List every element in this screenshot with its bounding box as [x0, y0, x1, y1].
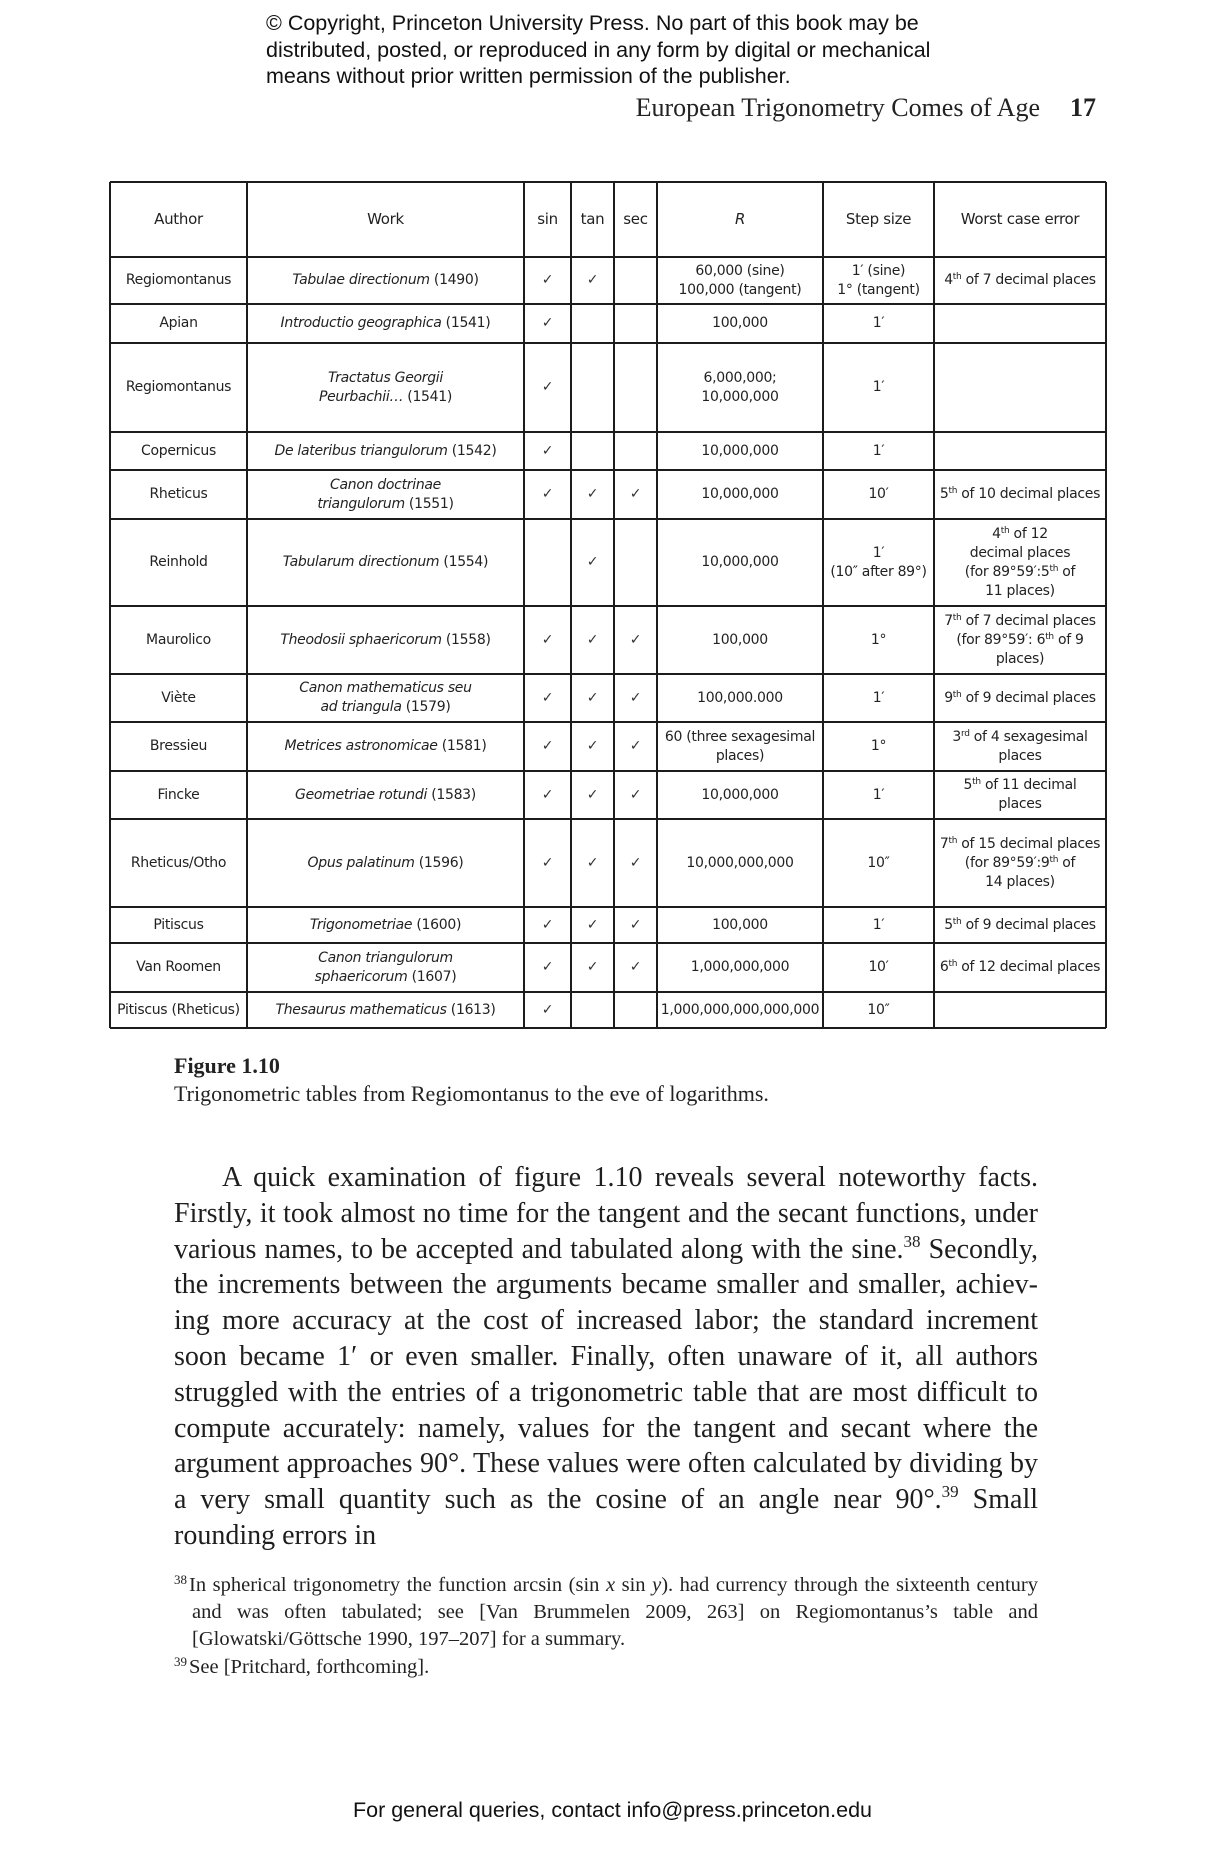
- author-cell: [110, 722, 247, 771]
- page-footer: For general queries, contact info@press.princeton.edu: [352, 1798, 872, 1822]
- worst-case-error-cell: [934, 470, 1106, 519]
- sin-cell: [524, 304, 571, 343]
- work-year: (1579): [401, 699, 451, 715]
- work-text: [317, 476, 453, 514]
- work-year: (1581): [437, 738, 487, 754]
- sec-cell: [614, 674, 657, 722]
- work-cell: [247, 519, 524, 606]
- sin-cell: [524, 819, 571, 907]
- header-work: [247, 182, 524, 257]
- footnote-38: $^{38}$In spherical trigonometry the function arcsin (sin x sin y). had currency through the sixteenth century and was often tabulated; see [Van Brummelen 2009, 263] on Regiomontanus’s table and [Glowatski/Göttsche 1990, 197–207] for a summary.: [174, 1572, 1038, 1651]
- work-title: Introductio geographica: [280, 315, 442, 331]
- work-year: (1558): [441, 631, 491, 648]
- sec-cell: [614, 432, 657, 470]
- r-value-cell: [657, 943, 823, 992]
- sin-cell: [524, 432, 571, 470]
- author-name: Regiomontanus: [125, 379, 232, 395]
- work-title: Canon mathematicus seu: [299, 680, 472, 696]
- worst-case-error-cell: [934, 606, 1106, 674]
- header-worst-case-error: [934, 182, 1106, 257]
- work-title: Theodosii sphaericorum: [280, 631, 442, 648]
- r-value: 100,000: [712, 315, 768, 331]
- work-cell: [247, 606, 524, 674]
- header-sin: [524, 182, 571, 257]
- step-size-cell: [823, 606, 934, 674]
- step-size-cell: [823, 722, 934, 771]
- checkmark-icon: ✓: [541, 689, 554, 706]
- work-cell: [247, 907, 524, 943]
- r-value-cell: [657, 304, 823, 343]
- work-title-cont: triangulorum: [317, 495, 405, 512]
- step-size-cell: [823, 943, 934, 992]
- work-cell: [247, 470, 524, 519]
- work-cell: [247, 819, 524, 907]
- author-cell: [110, 771, 247, 819]
- checkmark-icon: ✓: [586, 631, 599, 648]
- header-author: [110, 182, 247, 257]
- sec-cell: [614, 992, 657, 1028]
- sec-cell: [614, 470, 657, 519]
- header-sec: [614, 182, 657, 257]
- step-size: 1′: [872, 315, 885, 331]
- r-value-cell: [657, 432, 823, 470]
- checkmark-icon: ✓: [629, 738, 642, 754]
- work-title: Opus palatinum: [307, 854, 415, 871]
- sin-cell: [524, 943, 571, 992]
- author-cell: [110, 907, 247, 943]
- worst-case-error-cell: [934, 907, 1106, 943]
- r-value-cell: [657, 470, 823, 519]
- sin-cell: [524, 992, 571, 1028]
- figure-caption: [174, 1052, 1074, 1108]
- step-size-cell: [823, 257, 934, 304]
- author-name: Reinhold: [149, 554, 208, 570]
- checkmark-icon: ✓: [541, 738, 554, 754]
- column-header-label: Worst case error: [960, 210, 1080, 228]
- footnote-39: $^{39}$See [Pritchard, forthcoming].: [174, 1653, 430, 1678]
- sec-cell: [614, 722, 657, 771]
- checkmark-icon: ✓: [586, 554, 599, 570]
- sec-cell: [614, 257, 657, 304]
- worst-case-error: 9th of 9 decimal places: [944, 689, 1096, 706]
- r-value: 10,000,000: [701, 486, 779, 502]
- r-value: 100,000.000: [697, 689, 783, 706]
- work-text: [310, 916, 461, 935]
- step-size: 1′ (sine) 1° (tangent): [837, 262, 920, 298]
- checkmark-icon: ✓: [586, 916, 599, 933]
- author-name: Regiomontanus: [125, 272, 232, 288]
- work-title: Tabularum directionum: [282, 554, 440, 570]
- copyright-line: © Copyright, Princeton University Press. No part of this book may be: [266, 11, 919, 35]
- work-text: [295, 786, 476, 805]
- checkmark-icon: ✓: [541, 786, 554, 803]
- r-value: 100,000: [712, 916, 768, 933]
- sin-cell: [524, 606, 571, 674]
- footnote-ref: 38: [903, 1231, 921, 1251]
- footnotes: [174, 1572, 1038, 1681]
- author-name: Bressieu: [149, 738, 208, 754]
- r-value-cell: [657, 606, 823, 674]
- worst-case-error: 4th of 7 decimal places: [944, 272, 1096, 288]
- checkmark-icon: ✓: [629, 916, 642, 933]
- r-value: 1,000,000,000,000,000: [660, 1001, 820, 1018]
- step-size: 10″: [867, 854, 890, 871]
- work-text: [292, 271, 478, 290]
- checkmark-icon: ✓: [541, 1001, 554, 1018]
- checkmark-icon: ✓: [586, 272, 599, 288]
- work-title: Tabulae directionum: [292, 272, 430, 288]
- work-cell: [247, 992, 524, 1028]
- work-cell: [247, 771, 524, 819]
- work-cell: [247, 343, 524, 432]
- checkmark-icon: ✓: [586, 786, 599, 803]
- worst-case-error: 3rd of 4 sexagesimal places: [952, 728, 1088, 764]
- work-year: (1490): [429, 272, 479, 288]
- work-text: [275, 1001, 495, 1020]
- tan-cell: [571, 992, 614, 1028]
- worst-case-error-cell: [934, 992, 1106, 1028]
- tan-cell: [571, 771, 614, 819]
- r-value: 10,000,000: [701, 442, 779, 459]
- sec-cell: [614, 519, 657, 606]
- worst-case-error-cell: [934, 519, 1106, 606]
- worst-case-error-cell: [934, 722, 1106, 771]
- tan-cell: [571, 432, 614, 470]
- column-header-label: sec: [623, 210, 648, 228]
- work-text: [308, 854, 464, 873]
- r-value-cell: [657, 674, 823, 722]
- checkmark-icon: ✓: [586, 854, 599, 871]
- tan-cell: [571, 606, 614, 674]
- work-year: (1542): [447, 442, 497, 459]
- r-value-cell: [657, 519, 823, 606]
- work-title: Metrices astronomicae: [284, 738, 438, 754]
- checkmark-icon: ✓: [629, 959, 642, 975]
- checkmark-icon: ✓: [629, 631, 642, 648]
- worst-case-error-cell: [934, 257, 1106, 304]
- work-year: (1600): [412, 916, 462, 933]
- tan-cell: [571, 470, 614, 519]
- checkmark-icon: ✓: [586, 738, 599, 754]
- worst-case-error: 5th of 9 decimal places: [944, 916, 1096, 933]
- tan-cell: [571, 343, 614, 432]
- step-size: 1°: [870, 631, 887, 648]
- footnote-number: 39: [174, 1653, 187, 1669]
- sin-cell: [524, 343, 571, 432]
- work-text: [283, 553, 488, 572]
- author-name: Fincke: [157, 786, 200, 803]
- copyright-line: distributed, posted, or reproduced in any form by digital or mechanical: [266, 37, 931, 62]
- tan-cell: [571, 943, 614, 992]
- worst-case-error: 7th of 15 decimal places (for 89°59′:9th of 14 places): [939, 835, 1101, 890]
- worst-case-error: 5th of 11 decimal places: [963, 777, 1077, 812]
- column-header-label: Author: [154, 210, 203, 228]
- worst-case-error: 5th of 10 decimal places: [939, 486, 1101, 502]
- work-year: (1596): [414, 854, 464, 871]
- step-size-cell: [823, 674, 934, 722]
- author-cell: [110, 674, 247, 722]
- column-header-label: sin: [537, 210, 558, 228]
- work-year: (1583): [427, 786, 476, 803]
- header-step-size: [823, 182, 934, 257]
- r-value: 10,000,000: [701, 786, 779, 803]
- sin-cell: [524, 674, 571, 722]
- step-size: 1′: [872, 786, 885, 803]
- author-cell: [110, 519, 247, 606]
- tan-cell: [571, 722, 614, 771]
- author-name: Rheticus: [149, 486, 208, 502]
- checkmark-icon: ✓: [541, 315, 554, 331]
- page-number: 17: [1070, 93, 1096, 122]
- r-value-cell: [657, 771, 823, 819]
- checkmark-icon: ✓: [629, 486, 642, 502]
- work-year: (1554): [439, 554, 489, 570]
- r-value: 100,000: [712, 631, 768, 648]
- figure-description: Trigonometric tables from Regiomontanus to the eve of logarithms.: [174, 1081, 769, 1106]
- header-r: [657, 182, 823, 257]
- r-value-cell: [657, 907, 823, 943]
- checkmark-icon: ✓: [629, 854, 642, 871]
- sec-cell: [614, 943, 657, 992]
- work-text: [315, 949, 457, 987]
- work-title: Thesaurus mathematicus: [275, 1001, 447, 1018]
- tan-cell: [571, 674, 614, 722]
- step-size: 10″: [867, 1001, 890, 1018]
- work-year: (1607): [407, 968, 457, 985]
- body-paragraph: A quick examination of figure 1.10 reveals several noteworthy facts. Firstly, it took almost no time for the tangent and the secant functions, under various names, to be accepted and tabulated along with the sine.$^{38}$ Secondly, the increments between the arguments became smaller and smaller, achieving more accuracy at the cost of increased labor; the standard increment soon became 1′ or even smaller. Finally, often unaware of it, all authors struggled with the entries of a trigonometric table that are most difficult to compute accurately: namely, values for the tangent and secant where the argument approaches 90°. These values were often calculated by dividing by a very small quantity such as the cosine of an angle near 90°.$^{39}$ Small rounding errors in: [174, 1162, 1039, 1551]
- worst-case-error-cell: [934, 943, 1106, 992]
- sin-cell: [524, 470, 571, 519]
- work-title-cont: ad triangula: [320, 699, 402, 715]
- author-name: Maurolico: [146, 631, 211, 648]
- step-size-cell: [823, 519, 934, 606]
- sec-cell: [614, 819, 657, 907]
- work-cell: [247, 432, 524, 470]
- r-value: 6,000,000; 10,000,000: [701, 369, 779, 405]
- column-header-label: R: [734, 210, 746, 228]
- worst-case-error-cell: [934, 819, 1106, 907]
- r-value-cell: [657, 819, 823, 907]
- work-year: (1613): [446, 1001, 496, 1018]
- work-year: (1541): [441, 315, 491, 331]
- work-cell: [247, 304, 524, 343]
- author-name: Van Roomen: [136, 959, 221, 975]
- author-cell: [110, 343, 247, 432]
- r-value-cell: [657, 343, 823, 432]
- work-year: (1551): [404, 495, 454, 512]
- step-size-cell: [823, 304, 934, 343]
- worst-case-error-cell: [934, 432, 1106, 470]
- checkmark-icon: ✓: [541, 959, 554, 975]
- footnote-number: 38: [174, 1572, 187, 1587]
- checkmark-icon: ✓: [541, 442, 554, 459]
- step-size: 10′: [868, 959, 889, 975]
- author-name: Pitiscus (Rheticus): [117, 1001, 240, 1018]
- step-size-cell: [823, 432, 934, 470]
- checkmark-icon: ✓: [541, 631, 554, 648]
- sin-cell: [524, 257, 571, 304]
- work-title: Canon triangulorum: [318, 949, 453, 966]
- checkmark-icon: ✓: [541, 272, 554, 288]
- tan-cell: [571, 907, 614, 943]
- work-text: [274, 442, 496, 461]
- step-size-cell: [823, 992, 934, 1028]
- work-cell: [247, 674, 524, 722]
- work-text: [280, 631, 490, 650]
- sin-cell: [524, 519, 571, 606]
- worst-case-error: 4th of 12 decimal places (for 89°59′:5th of 11 places): [964, 525, 1076, 599]
- footnote-ref: 39: [941, 1482, 959, 1502]
- r-value: 10,000,000,000: [686, 854, 794, 871]
- checkmark-icon: ✓: [541, 379, 554, 395]
- checkmark-icon: ✓: [586, 486, 599, 502]
- author-cell: [110, 819, 247, 907]
- figure-label: Figure 1.10: [174, 1053, 280, 1078]
- step-size: 10′: [868, 486, 889, 502]
- tan-cell: [571, 257, 614, 304]
- work-title: Canon doctrinae: [330, 476, 441, 493]
- checkmark-icon: ✓: [586, 959, 599, 975]
- checkmark-icon: ✓: [629, 689, 642, 706]
- sin-cell: [524, 907, 571, 943]
- author-name: Pitiscus: [153, 916, 204, 933]
- author-name: Apian: [159, 315, 198, 331]
- author-cell: [110, 257, 247, 304]
- sec-cell: [614, 304, 657, 343]
- author-cell: [110, 304, 247, 343]
- step-size-cell: [823, 907, 934, 943]
- tan-cell: [571, 819, 614, 907]
- step-size-cell: [823, 771, 934, 819]
- worst-case-error-cell: [934, 343, 1106, 432]
- r-value-cell: [657, 257, 823, 304]
- running-head-title: European Trigonometry Comes of Age: [635, 93, 1040, 122]
- work-text: [284, 737, 486, 756]
- work-title-cont: sphaericorum: [314, 968, 408, 985]
- step-size: 1°: [870, 738, 887, 754]
- r-value-cell: [657, 992, 823, 1028]
- r-value: 60,000 (sine) 100,000 (tangent): [678, 262, 802, 298]
- column-header-label: tan: [580, 210, 605, 228]
- tan-cell: [571, 519, 614, 606]
- r-value-cell: [657, 722, 823, 771]
- step-size-cell: [823, 470, 934, 519]
- step-size: 1′: [872, 689, 885, 706]
- sin-cell: [524, 722, 571, 771]
- sec-cell: [614, 343, 657, 432]
- checkmark-icon: ✓: [541, 486, 554, 502]
- author-name: Rheticus/Otho: [130, 854, 227, 871]
- author-cell: [110, 992, 247, 1028]
- step-size: 1′ (10″ after 89°): [830, 544, 927, 580]
- author-cell: [110, 606, 247, 674]
- copyright-line: means without prior written permission of the publisher.: [266, 64, 791, 88]
- step-size-cell: [823, 343, 934, 432]
- checkmark-icon: ✓: [586, 689, 599, 706]
- worst-case-error: 7th of 7 decimal places (for 89°59′: 6th of 9 places): [944, 612, 1096, 667]
- sec-cell: [614, 771, 657, 819]
- work-text: [319, 369, 452, 407]
- worst-case-error-cell: [934, 674, 1106, 722]
- work-text: [299, 679, 471, 717]
- work-title: Tractatus Georgii: [327, 369, 443, 386]
- author-cell: [110, 943, 247, 992]
- sin-cell: [524, 771, 571, 819]
- tan-cell: [571, 304, 614, 343]
- author-name: Copernicus: [141, 442, 216, 459]
- author-cell: [110, 470, 247, 519]
- worst-case-error-cell: [934, 304, 1106, 343]
- step-size: 1′: [872, 442, 885, 459]
- column-header-label: Step size: [845, 210, 912, 228]
- work-title-cont: Peurbachii…: [318, 388, 404, 405]
- work-title: Geometriae rotundi: [295, 786, 428, 803]
- step-size: 1′: [872, 379, 885, 395]
- work-year: (1541): [403, 388, 453, 405]
- work-cell: [247, 722, 524, 771]
- author-cell: [110, 432, 247, 470]
- r-value: 60 (three sexagesimal places): [664, 728, 816, 764]
- r-value: 1,000,000,000: [690, 959, 790, 975]
- work-cell: [247, 257, 524, 304]
- step-size: 1′: [872, 916, 885, 933]
- work-text: [281, 314, 491, 333]
- checkmark-icon: ✓: [629, 786, 642, 803]
- column-header-label: Work: [367, 210, 404, 228]
- header-tan: [571, 182, 614, 257]
- checkmark-icon: ✓: [541, 854, 554, 871]
- r-value: 10,000,000: [701, 554, 779, 570]
- work-title: De lateribus triangulorum: [274, 442, 448, 459]
- sec-cell: [614, 907, 657, 943]
- author-name: Viète: [161, 689, 196, 706]
- checkmark-icon: ✓: [541, 916, 554, 933]
- step-size-cell: [823, 819, 934, 907]
- worst-case-error-cell: [934, 771, 1106, 819]
- work-cell: [247, 943, 524, 992]
- worst-case-error: 6th of 12 decimal places: [939, 959, 1101, 975]
- work-title: Trigonometriae: [309, 916, 413, 933]
- sec-cell: [614, 606, 657, 674]
